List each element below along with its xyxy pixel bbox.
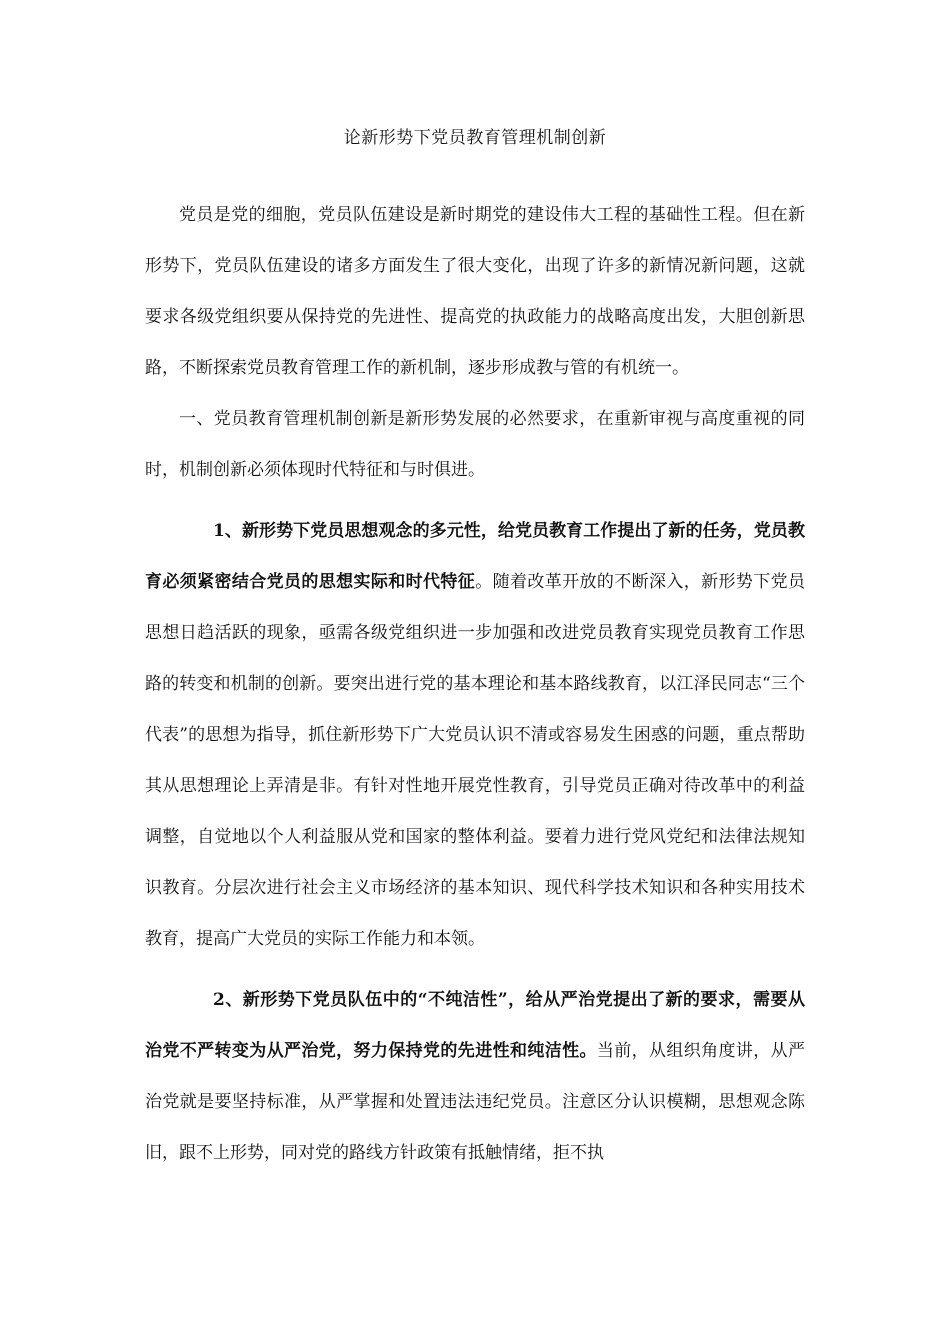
document-body xyxy=(145,118,805,1179)
document-title: 论新形势下党员教育管理机制创新 xyxy=(343,128,607,148)
paragraph-point-two xyxy=(145,975,805,1179)
paragraph-bold-lead: 2、新形势下党员队伍中的“不纯洁性”，给从严治党提出了新的要求，需要从治党不严转变为从严治党，努力保持党的先进性和纯洁性。 xyxy=(145,990,805,1061)
paragraph-point-one xyxy=(145,506,805,965)
paragraph-text: 一、党员教育管理机制创新是新形势发展的必然要求，在重新审视与高度重视的同时，机制创新必须体现时代特征和与时俱进。 xyxy=(145,409,805,480)
paragraph-text: 。随着改革开放的不断深入，新形势下党员思想日趋活跃的现象，亟需各级党组织进一步加强和改进党员教育实现党员教育工作思路的转变和机制的创新。要突出进行党的基本理论和基本路线教育，以江泽民同志“三个代表”的思想为指导，抓住新形势下广大党员认识不清或容易发生困惑的问题，重点帮助其从思想理论上弄清是非。有针对性地开展党性教育，引导党员正确对待改革中的利益调整，自觉地以个人利益服从党和国家的整体利益。要着力进行党风党纪和法律法规知识教育。分层次进行社会主义市场经济的基本知识、现代科学技术知识和各种实用技术教育，提高广大党员的实际工作能力和本领。 xyxy=(145,572,806,949)
paragraph-section-one xyxy=(145,394,805,496)
paragraph-intro xyxy=(145,190,805,394)
paragraph-text: 党员是党的细胞，党员队伍建设是新时期党的建设伟大工程的基础性工程。但在新形势下，党员队伍建设的诸多方面发生了很大变化，出现了许多的新情况新问题，这就要求各级党组织要从保持党的先进性、提高党的执政能力的战略高度出发，大胆创新思路，不断探索党员教育管理工作的新机制，逐步形成教与管的有机统一。 xyxy=(145,205,805,378)
paragraph-bold-lead: 1、新形势下党员思想观念的多元性，给党员教育工作提出了新的任务，党员教育必须紧密结合党员的思想实际和时代特征 xyxy=(145,521,805,592)
paragraph-text: 当前，从组织角度讲，从严治党就是要坚持标准，从严掌握和处置违法违纪党员。注意区分认识模糊，思想观念陈旧，跟不上形势，同对党的路线方针政策有抵触情绪，拒不执 xyxy=(145,1041,806,1163)
